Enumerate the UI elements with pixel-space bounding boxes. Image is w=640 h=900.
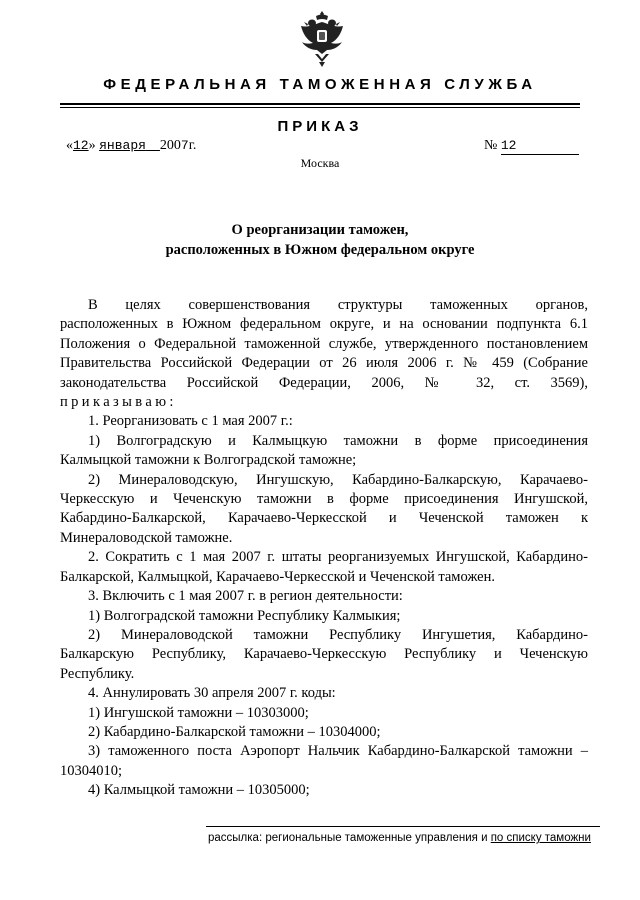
order-date — [66, 138, 196, 154]
item-4-sub-2: 2) Кабардино-Балкарской таможни – 10304000; — [88, 723, 381, 740]
item-1-sub-2-line-2: Черкесскую и Чеченскую таможни в форме присоединения Ингушской, — [60, 491, 588, 508]
item-1-heading: 1. Реорганизовать с 1 мая 2007 г.: — [88, 413, 293, 430]
footer-rule — [206, 826, 600, 827]
item-3-sub-2-line-1: 2) Минераловодской таможни Республику Ингушетия, Кабардино- — [88, 626, 588, 643]
number-value: 12 — [500, 138, 517, 153]
intro-decree-word: приказываю: — [60, 394, 177, 411]
order-body — [60, 296, 588, 801]
header-rule-thin — [60, 107, 580, 108]
order-title: ПРИКАЗ — [277, 118, 363, 135]
intro-line-3: Положения о Федеральной таможенной службе, утвержденного постановлением — [60, 335, 588, 352]
intro-line-4: Правительства Российской Федерации от 26 июля 2006 г. № 459 (Собрание — [60, 355, 588, 372]
header-rule-thick — [60, 103, 580, 105]
item-4-sub-4: 4) Калмыцкой таможни – 10305000; — [88, 782, 310, 799]
intro-line-2: расположенных в Южном федеральном округе, и на основании подпункта 6.1 — [60, 316, 588, 333]
date-year-unit: г. — [188, 138, 197, 153]
item-2-line-1: 2. Сократить с 1 мая 2007 г. штаты реорганизуемых Ингушской, Кабардино- — [88, 549, 588, 566]
item-3-sub-2-line-2: Балкарскую Республику, Карачаево-Черкесскую Республику и Чеченскую — [60, 646, 588, 663]
date-close-quote: » — [88, 138, 96, 153]
subject-line-1: О реорганизации таможен, — [231, 222, 409, 238]
item-1-sub-2-line-4: Минераловодской таможне. — [60, 529, 233, 546]
item-3-heading: 3. Включить с 1 мая 2007 г. в регион деятельности: — [88, 588, 403, 605]
item-1-sub-1-line-2: Калмыцкой таможни к Волгоградской таможне; — [60, 452, 357, 469]
item-4-sub-3-line-1: 3) таможенного поста Аэропорт Нальчик Кабардино-Балкарской таможни – — [88, 743, 588, 760]
date-day: 12 — [73, 138, 89, 153]
date-year-suffix: 7 — [180, 138, 189, 153]
double-headed-eagle-emblem-icon — [297, 10, 347, 68]
order-subject — [100, 220, 540, 260]
order-city: Москва — [300, 156, 340, 170]
item-3-sub-2-line-3: Республику. — [60, 665, 135, 682]
item-2-line-2: Балкарской, Калмыцкой, Карачаево-Черкесской и Чеченской таможен. — [60, 568, 495, 585]
date-open-quote: « — [66, 138, 73, 153]
item-3-sub-1: 1) Волгоградской таможни Республику Калмыкия; — [88, 607, 401, 624]
date-month: января — [99, 138, 146, 153]
intro-line-1: В целях совершенствования структуры таможенных органов, — [88, 297, 588, 313]
item-4-sub-1: 1) Ингушской таможни – 10303000; — [88, 704, 309, 721]
distribution-prefix: рассылка: региональные таможенные управления и — [208, 832, 491, 844]
number-label: № — [484, 138, 498, 153]
intro-line-5: законодательства Российской Федерации, 2006, № 32, ст. 3569), — [60, 374, 588, 391]
item-1-sub-2-line-1: 2) Минераловодскую, Ингушскую, Кабардино-Балкарскую, Карачаево- — [88, 471, 588, 488]
agency-name: ФЕДЕРАЛЬНАЯ ТАМОЖЕННАЯ СЛУЖБА — [103, 76, 537, 93]
distribution-link: по списку таможни — [490, 832, 591, 844]
item-1-sub-1-line-1: 1) Волгоградскую и Калмыцкую таможни в форме присоединения — [88, 432, 588, 449]
order-number — [484, 138, 579, 155]
distribution-note — [208, 832, 591, 844]
subject-line-2: расположенных в Южном федеральном округе — [165, 242, 475, 258]
item-1-sub-2-line-3: Кабардино-Балкарской, Карачаево-Черкесской и Чеченской таможен к — [60, 510, 588, 527]
item-4-heading: 4. Аннулировать 30 апреля 2007 г. коды: — [88, 685, 336, 702]
date-year-prefix: 200 — [159, 138, 181, 153]
item-4-sub-3-line-2: 10304010; — [60, 762, 123, 779]
